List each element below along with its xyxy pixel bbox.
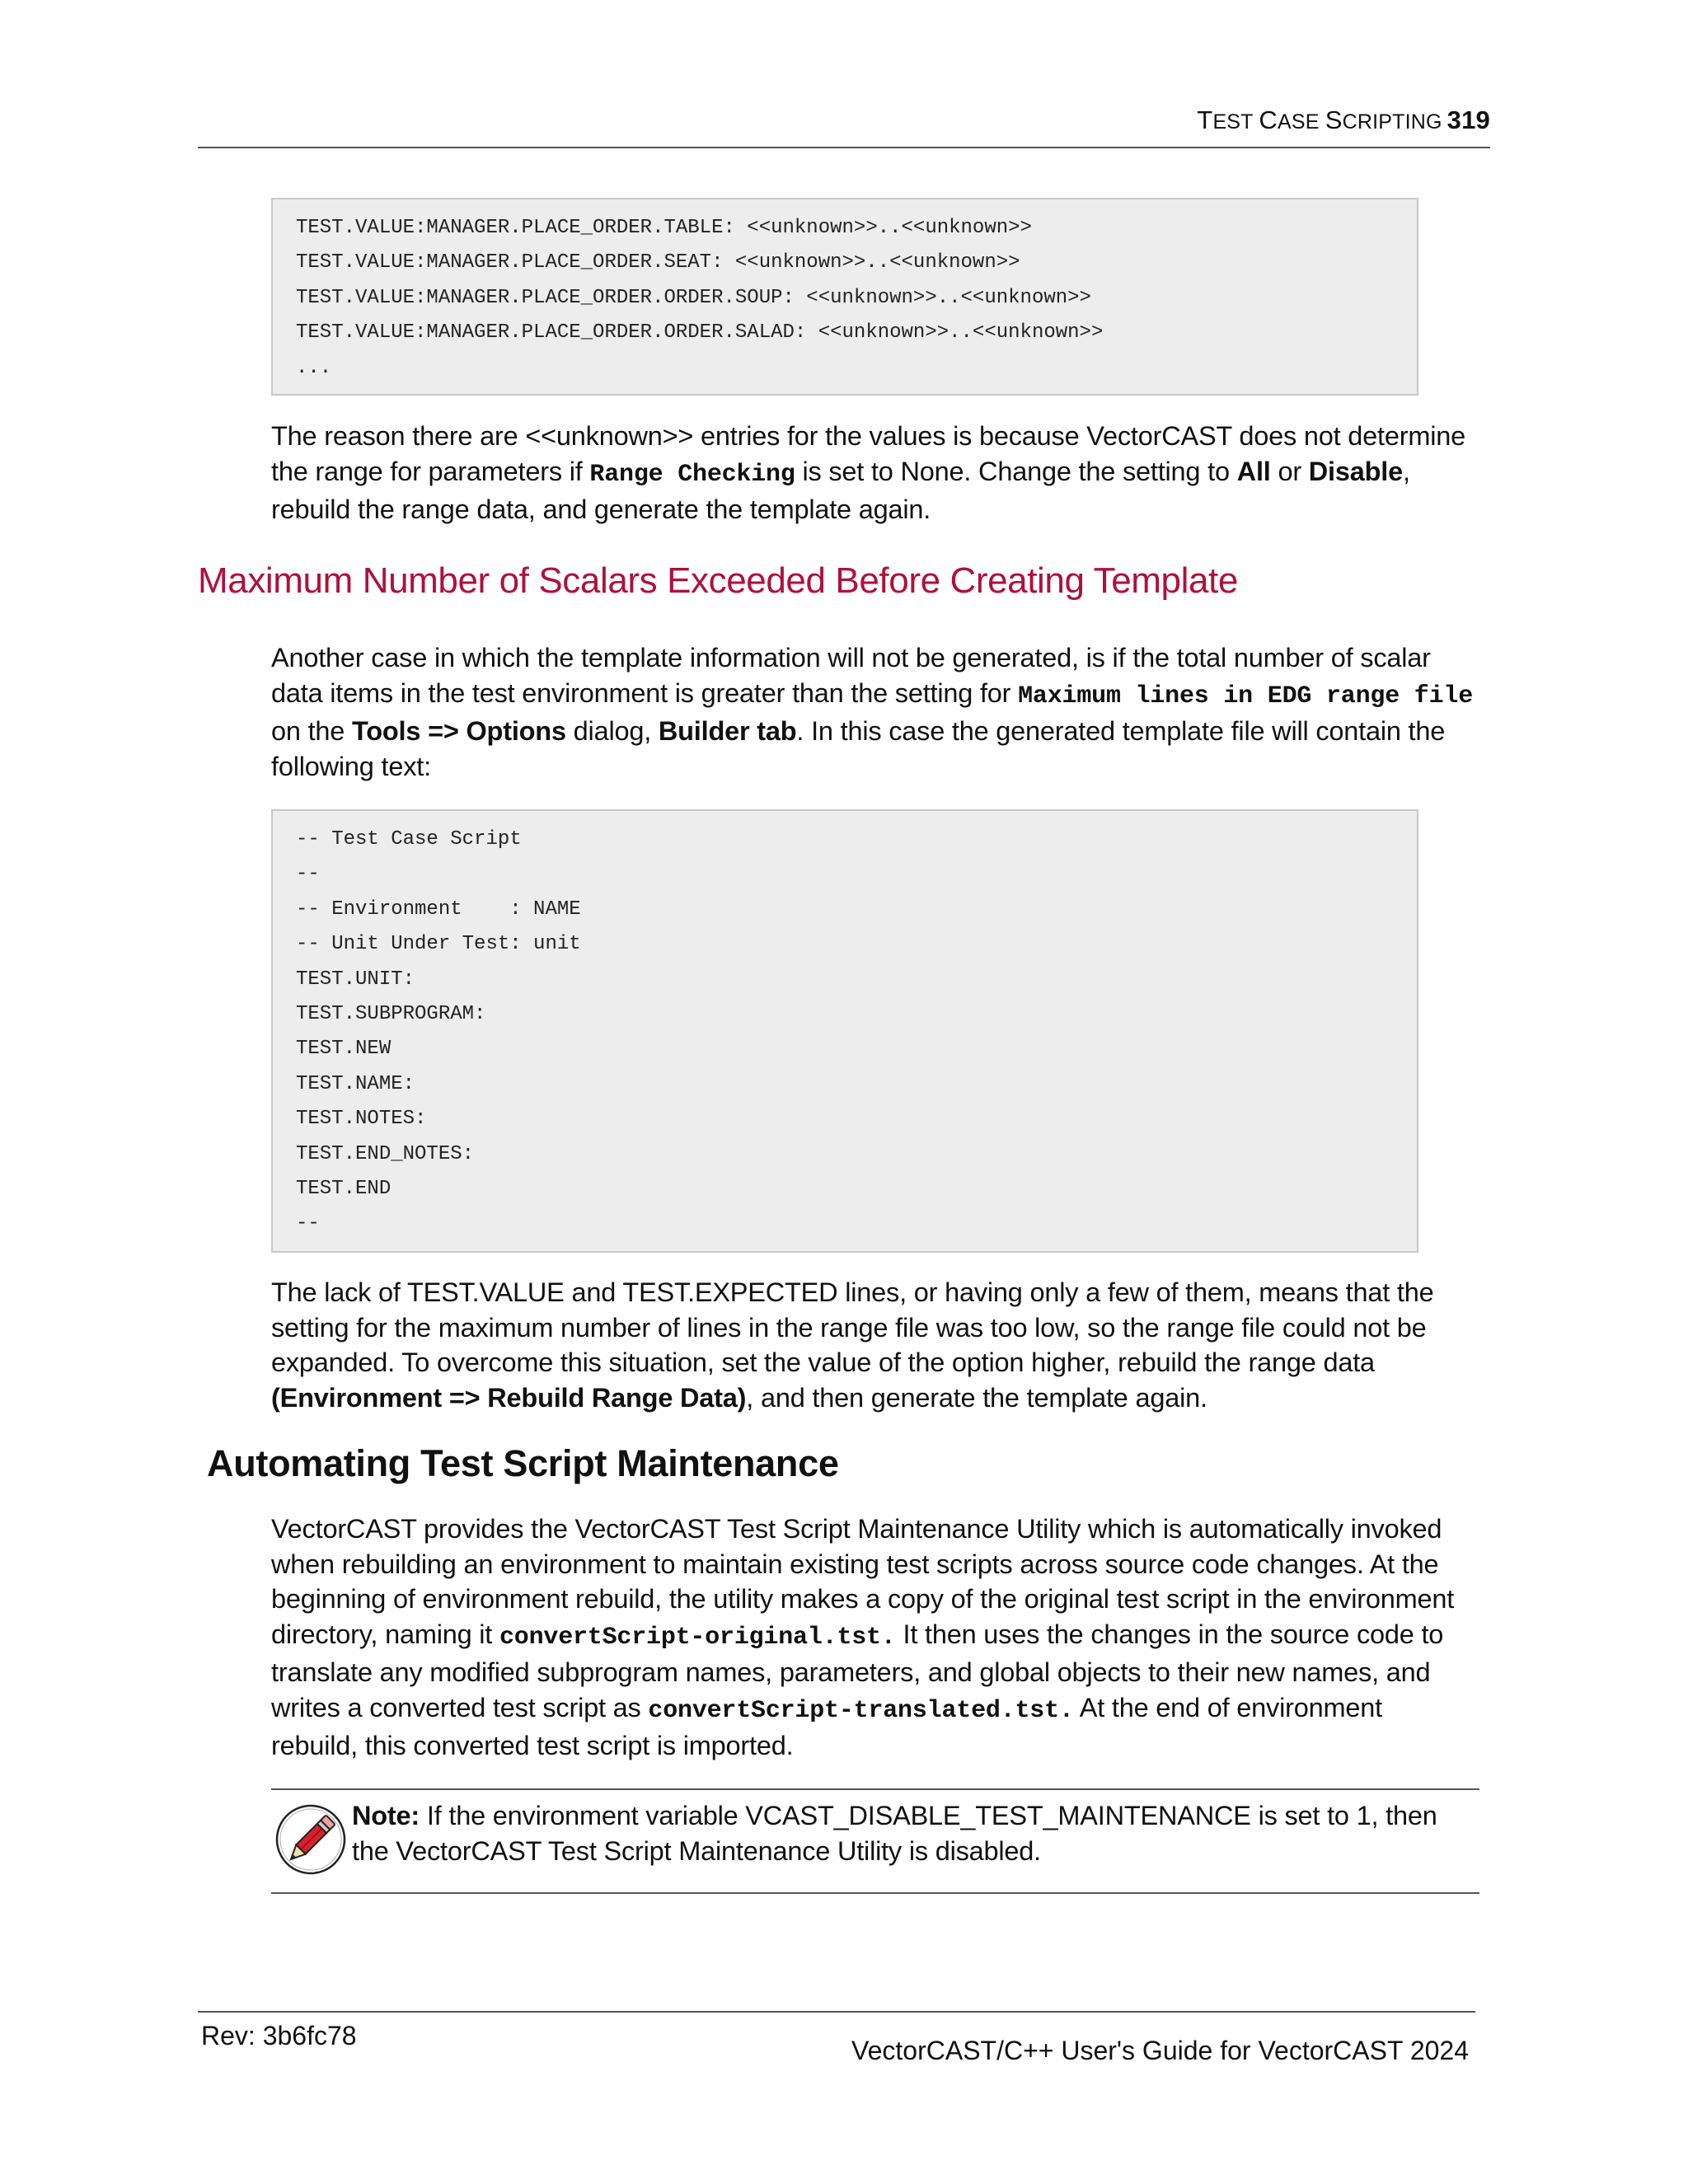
footer-divider	[198, 2011, 1475, 2013]
header-title-part: T	[1197, 105, 1213, 134]
text: on the	[271, 716, 352, 746]
code-line: --	[296, 863, 320, 886]
paragraph-lack-of-values	[271, 1275, 1475, 1415]
footer-revision: Rev: 3b6fc78	[201, 2021, 357, 2050]
note-text	[352, 1798, 1473, 1868]
code-line: --	[296, 1212, 320, 1235]
header-title-part: CRIPTING	[1342, 110, 1442, 134]
code-line: TEST.NEW	[296, 1038, 392, 1061]
code-line: -- Environment : NAME	[296, 898, 581, 921]
code-line: TEST.NOTES:	[296, 1108, 427, 1131]
text: If the environment variable VCAST_DISABLE_TEST_MAINTENANCE is set to 1, then the VectorCAST Test Script Maintenance Utility is disabled.	[352, 1801, 1437, 1866]
code-line: TEST.END	[296, 1177, 392, 1200]
bold-tools-options: Tools => Options	[352, 716, 566, 746]
text: Another case in which the template information will not be generated, is if the total number of scalar data items in the test environment is greater than the setting for	[271, 643, 1431, 708]
code-line: TEST.VALUE:MANAGER.PLACE_ORDER.TABLE: <<unknown>>..<<unknown>>	[296, 217, 1032, 239]
pencil-note-icon	[274, 1803, 347, 1876]
code-line: -- Test Case Script	[296, 828, 522, 851]
text: The lack of TEST.VALUE and TEST.EXPECTED lines, or having only a few of them, means that the setting for the maximum number of lines in the range file was too low, so the range file could not be expanded. To overcome this situation, set the value of the option higher, rebuild the range data	[271, 1277, 1434, 1377]
text: , and then generate the template again.	[746, 1382, 1207, 1413]
header-title-part: S	[1325, 105, 1343, 134]
text: It then uses the changes in the source code to translate any modified subprogram names, parameters, and global objects to their new names, and writes a converted test script as	[271, 1619, 1444, 1722]
page-number: 319	[1447, 105, 1490, 134]
code-block-test-case-script	[271, 809, 1418, 1253]
code-line: TEST.VALUE:MANAGER.PLACE_ORDER.ORDER.SALAD: <<unknown>>..<<unknown>>	[296, 321, 1104, 344]
running-header	[198, 105, 1490, 148]
inline-code-range-checking: Range Checking	[589, 460, 795, 489]
inline-code-translated-tst: convertScript-translated.tst.	[648, 1696, 1074, 1725]
header-title-part: ASE	[1277, 110, 1325, 134]
code-line: TEST.VALUE:MANAGER.PLACE_ORDER.ORDER.SOUP: <<unknown>>..<<unknown>>	[296, 286, 1091, 309]
paragraph-maintenance-utility	[271, 1511, 1475, 1764]
text: is set to None. Change the setting to	[795, 456, 1237, 486]
text: The reason there are <<unknown>> entries for the values is because VectorCAST does not determine the range for parameters if	[271, 421, 1465, 486]
code-line: ...	[296, 356, 332, 379]
main-heading: Automating Test Script Maintenance	[207, 1442, 839, 1484]
text: , rebuild the range data, and generate the template again.	[271, 456, 1410, 524]
code-line: TEST.SUBPROGRAM:	[296, 1002, 486, 1025]
bold-rebuild-range-data: (Environment => Rebuild Range Data)	[271, 1382, 747, 1413]
inline-code-max-lines: Maximum lines in EDG range file	[1018, 682, 1474, 710]
text: . In this case the generated template file will contain the following text:	[271, 716, 1446, 781]
running-header-title	[1197, 105, 1442, 134]
code-line: TEST.END_NOTES:	[296, 1142, 475, 1165]
code-line: TEST.UNIT:	[296, 968, 415, 991]
note-label: Note:	[352, 1801, 420, 1830]
bold-all: All	[1236, 456, 1271, 486]
header-title-part: EST	[1212, 110, 1259, 134]
code-line: TEST.NAME:	[296, 1072, 415, 1095]
code-line: -- Unit Under Test: unit	[296, 933, 581, 956]
text: VectorCAST provides the VectorCAST Test Script Maintenance Utility which is automatically invoked when rebuilding an environment to maintain existing test scripts across source code changes. At the beginning of environment rebuild, the utility makes a copy of the original test script in the environment directory, naming it	[271, 1514, 1455, 1649]
paragraph-template-not-generated	[271, 640, 1475, 784]
text: dialog,	[565, 716, 659, 746]
code-block-range-values	[271, 198, 1418, 396]
bold-disable: Disable	[1308, 456, 1403, 486]
section-heading: Maximum Number of Scalars Exceeded Before Creating Template	[198, 560, 1238, 601]
code-line: TEST.VALUE:MANAGER.PLACE_ORDER.SEAT: <<unknown>>..<<unknown>>	[296, 251, 1020, 274]
text: or	[1270, 456, 1309, 486]
inline-code-original-tst: convertScript-original.tst.	[499, 1623, 896, 1652]
footer-guide-title: VectorCAST/C++ User's Guide for VectorCAST 2024	[851, 2036, 1469, 2065]
header-title-part: C	[1259, 105, 1278, 134]
bold-builder-tab: Builder tab	[658, 716, 797, 746]
paragraph-unknown-entries	[271, 419, 1475, 527]
text: At the end of environment rebuild, this converted test script is imported.	[271, 1692, 1382, 1760]
note-box	[271, 1788, 1479, 1894]
